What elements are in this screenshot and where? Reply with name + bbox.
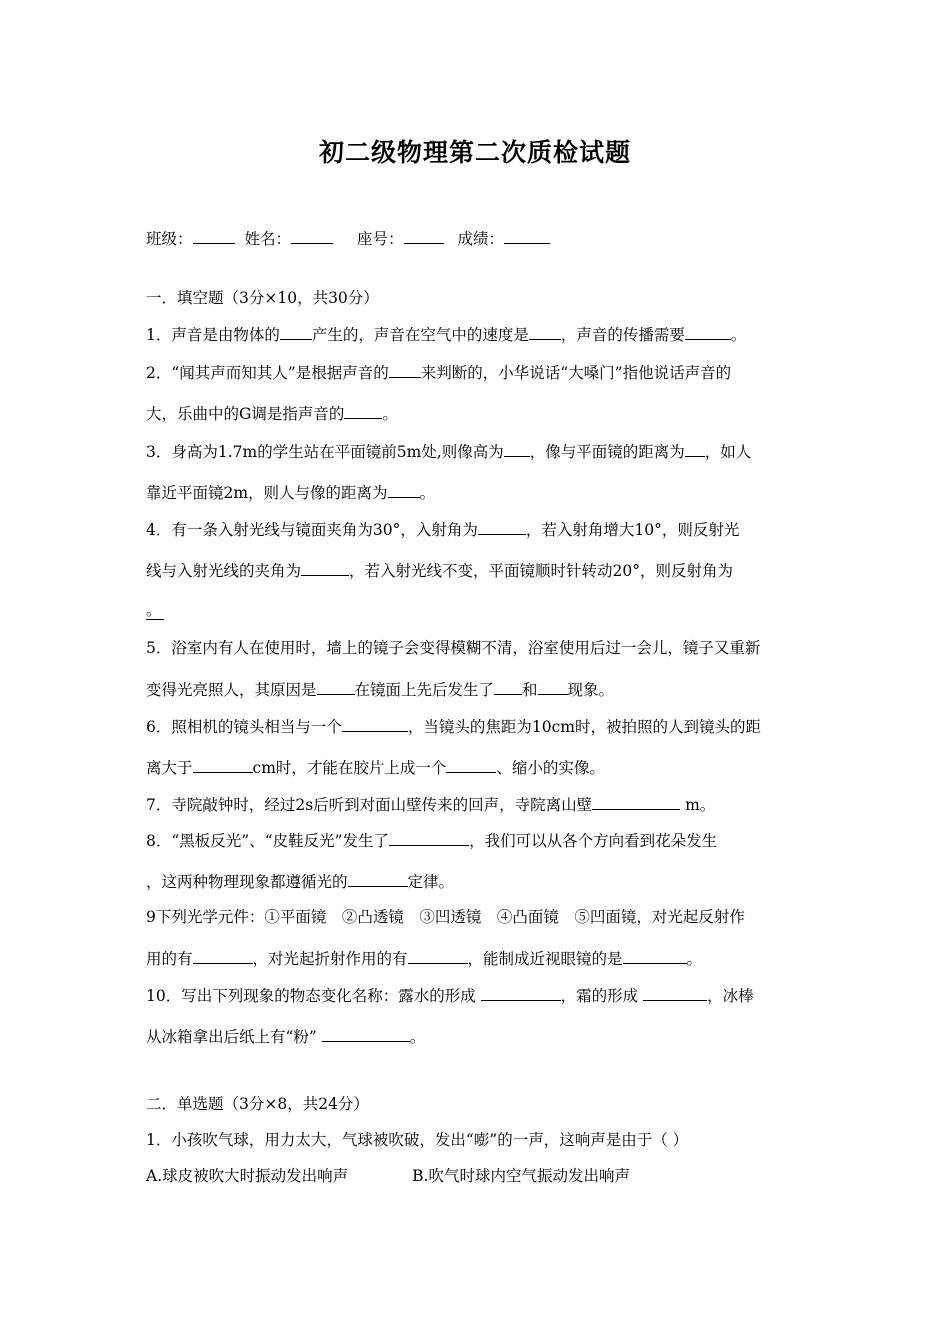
q6-blank-3[interactable] [446, 757, 496, 773]
q5-blank-3[interactable] [538, 679, 568, 695]
q7-text-b: m。 [680, 796, 716, 814]
q4-text-a: 4．有一条入射光线与镜面夹角为30°，入射角为 [146, 521, 478, 539]
q9-blank-3[interactable] [623, 948, 687, 964]
q6-text-a: 6．照相机的镜头相当与一个 [146, 718, 342, 736]
question-10-line-2 [146, 1026, 806, 1047]
question-1 [146, 324, 806, 345]
q6-blank-2[interactable] [193, 757, 253, 773]
question-3-line-1 [146, 441, 806, 462]
mc-question-1-options [146, 1166, 806, 1186]
q3-blank-3[interactable] [388, 482, 420, 498]
q10-text-c: ，冰棒 [707, 987, 754, 1005]
question-9-line-1: 9下列光学元件：①平面镜 ②凸透镜 ③凹透镜 ④凸面镜 ⑤凹面镜，对光起反射作 [146, 908, 745, 926]
q5-text-c: 在镜面上先后发生了 [354, 681, 495, 699]
q1-text-d: 。 [730, 326, 747, 344]
q10-blank-3[interactable] [322, 1026, 410, 1042]
q3-text-a: 3．身高为1.7m的学生站在平面镜前5m处,则像高为 [146, 443, 504, 461]
q9-text-b: 用的有 [146, 950, 193, 968]
question-2-line-1 [146, 362, 806, 383]
q1-text-a: 1．声音是由物体的 [146, 326, 280, 344]
option-a[interactable]: A.球皮被吹大时振动发出响声 [146, 1167, 349, 1185]
q3-text-c: ，如人 [704, 443, 752, 461]
q3-blank-2[interactable] [685, 441, 705, 457]
question-5-line-1: 5．浴室内有人在使用时，墙上的镜子会变得模糊不清，浴室使用后过一会儿，镜子又重新 [146, 639, 761, 657]
student-info-line [146, 228, 806, 249]
q5-text-e: 现象。 [567, 681, 615, 699]
q2-text-b: 来判断的，小华说话“大嗓门”指他说话声音的 [420, 364, 732, 382]
class-blank[interactable] [193, 228, 235, 244]
q7-text-a: 7．寺院敲钟时，经过2s后听到对面山壁传来的回声，寺院离山壁 [146, 796, 593, 814]
q9-blank-2[interactable] [408, 948, 468, 964]
q2-text-a: 2．“闻其声而知其人”是根据声音的 [146, 364, 389, 382]
q5-text-d: 和 [522, 681, 538, 699]
q4-text-c: 线与入射光线的夹角为 [146, 562, 302, 580]
question-9-line-2 [146, 948, 806, 969]
question-8-line-2 [146, 871, 806, 892]
q3-text-e: 。 [419, 484, 436, 502]
q4-text-d: ，若入射光线不变，平面镜顺时针转动20°，则反射角为 [349, 562, 733, 580]
q9-blank-1[interactable] [193, 948, 253, 964]
q1-blank-1[interactable] [280, 324, 312, 340]
q2-blank-2[interactable] [344, 403, 382, 419]
score-blank[interactable] [504, 228, 550, 244]
q7-blank-1[interactable] [592, 794, 680, 810]
q10-text-e: 。 [409, 1028, 426, 1046]
q9-text-c: ，对光起折射作用的有 [252, 950, 408, 968]
mc-question-1: 1．小孩吹气球，用力太大，气球被吹破，发出“嘭”的一声，这响声是由于（ ） [146, 1131, 689, 1149]
q4-text-b: ，若入射角增大10°，则反射光 [525, 521, 740, 539]
question-3-line-2 [146, 482, 806, 503]
q5-blank-2[interactable] [494, 679, 522, 695]
q8-text-b: ，我们可以从各个方向看到花朵发生 [469, 832, 718, 850]
q5-blank-1[interactable] [317, 679, 355, 695]
q6-blank-1[interactable] [342, 716, 408, 732]
section1-heading: 一．填空题（3分×10，共30分） [146, 289, 379, 307]
q9-text-d: ，能制成近视眼镜的是 [467, 950, 623, 968]
q8-text-c: ，这两种物理现象都遵循光的 [146, 873, 348, 891]
q4-text-e: 。 [146, 601, 162, 619]
q2-blank-1[interactable] [389, 362, 421, 378]
q8-text-d: 定律。 [407, 873, 455, 891]
page-title: 初二级物理第二次质检试题 [318, 138, 631, 167]
q1-text-c: ，声音的传播需要 [560, 326, 685, 344]
q1-blank-2[interactable] [529, 324, 561, 340]
q3-blank-1[interactable] [504, 441, 530, 457]
question-10-line-1 [146, 985, 806, 1006]
q10-text-b: ，霜的形成 [560, 987, 644, 1005]
name-label: 姓名： [244, 230, 292, 248]
class-label: 班级： [146, 230, 193, 248]
question-4-line-1 [146, 519, 806, 540]
q10-blank-2[interactable] [643, 985, 707, 1001]
seat-label: 座号： [357, 230, 404, 248]
q8-text-a: 8．“黑板反光”、“皮鞋反光”发生了 [146, 832, 390, 850]
question-5-line-2 [146, 679, 806, 700]
q10-text-a: 10．写出下列现象的物态变化名称：露水的形成 [146, 987, 481, 1005]
score-label: 成绩： [457, 230, 505, 248]
seat-blank[interactable] [404, 228, 444, 244]
q4-blank-2[interactable] [301, 560, 349, 576]
question-6-line-1 [146, 716, 806, 737]
q4-blank-1[interactable] [478, 519, 526, 535]
question-6-line-2 [146, 757, 806, 778]
q10-blank-1[interactable] [481, 985, 561, 1001]
option-b[interactable]: B.吹气时球内空气振动发出响声 [412, 1167, 630, 1185]
q2-text-c: 大，乐曲中的G调是指声音的 [146, 405, 345, 423]
q5-text-b: 变得光亮照人，其原因是 [146, 681, 317, 699]
question-8-line-1 [146, 830, 806, 851]
q6-text-b: ，当镜头的焦距为10cm时，被拍照的人到镜头的距 [407, 718, 761, 736]
question-4-line-3 [146, 600, 806, 620]
q10-text-d: 从冰箱拿出后纸上有“粉” [146, 1028, 322, 1046]
q6-text-d: cm时，才能在胶片上成一个 [252, 759, 447, 777]
q9-text-e: 。 [686, 950, 703, 968]
q3-text-d: 靠近平面镜2m，则人与像的距离为 [146, 484, 388, 502]
q8-blank-2[interactable] [348, 871, 408, 887]
question-7 [146, 794, 806, 815]
q6-text-c: 离大于 [146, 759, 193, 777]
q6-text-e: 、缩小的实像。 [496, 759, 605, 777]
q3-text-b: ，像与平面镜的距离为 [529, 443, 685, 461]
q8-blank-1[interactable] [389, 830, 469, 846]
q2-text-d: 。 [382, 405, 398, 423]
question-2-line-2 [146, 403, 806, 424]
q1-blank-3[interactable] [685, 324, 731, 340]
question-4-line-2 [146, 560, 806, 581]
q1-text-b: 产生的，声音在空气中的速度是 [311, 326, 529, 344]
name-blank[interactable] [291, 228, 333, 244]
section2-heading: 二．单选题（3分×8，共24分） [146, 1095, 369, 1113]
